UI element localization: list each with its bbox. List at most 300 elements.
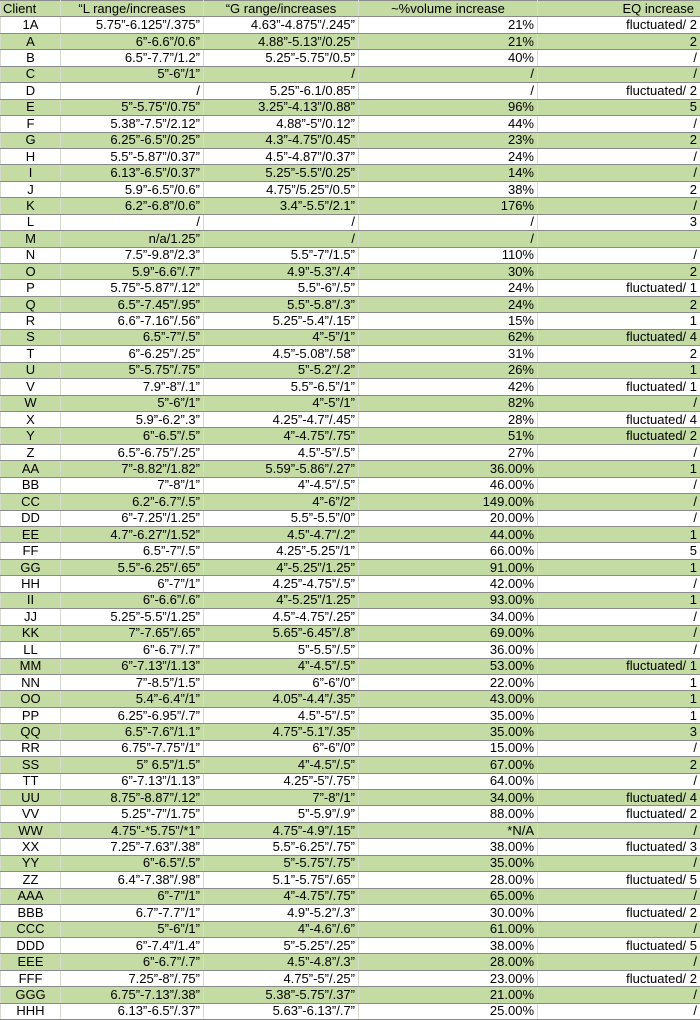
l-range-cell: 7”-8.82”/1.82” bbox=[61, 461, 204, 477]
l-range-cell: 4.7”-6.27”/1.52” bbox=[61, 527, 204, 543]
volume-increase-cell: 38.00% bbox=[359, 839, 538, 855]
g-range-cell: 5.63”-6.13”/.7” bbox=[204, 1003, 359, 1019]
g-range-cell: 5”-5.75”/.75” bbox=[204, 855, 359, 871]
g-range-cell: 4.25”-5.25”/1” bbox=[204, 543, 359, 559]
volume-increase-cell: 15.00% bbox=[359, 740, 538, 756]
l-range-cell: 5.38”-7.5”/2.12” bbox=[61, 116, 204, 132]
table-row bbox=[1, 822, 700, 838]
l-range-cell: 6.5”-7.6”/1.1” bbox=[61, 724, 204, 740]
client-cell: L bbox=[1, 214, 61, 230]
eq-increase-cell: fluctuated/ 5 bbox=[538, 872, 700, 888]
eq-increase-cell: / bbox=[538, 148, 700, 164]
g-range-cell: 4.5”-5”/.5” bbox=[204, 707, 359, 723]
l-range-cell: n/a/1.25” bbox=[61, 231, 204, 247]
client-cell: OO bbox=[1, 691, 61, 707]
g-range-cell: 4”-4.75”/.75” bbox=[204, 428, 359, 444]
l-range-cell: 5.25”-5.5”/1.25” bbox=[61, 609, 204, 625]
l-range-cell: 5.9”-6.5”/0.6” bbox=[61, 181, 204, 197]
g-range-cell: 5.5”-5.5”/0” bbox=[204, 510, 359, 526]
header-row bbox=[1, 1, 700, 17]
l-range-cell: 4.75”-*5.75”/*1” bbox=[61, 822, 204, 838]
volume-increase-cell: 44% bbox=[359, 116, 538, 132]
eq-increase-cell: fluctuated/ 2 bbox=[538, 17, 700, 33]
l-range-cell: 6”-6.5”/.5” bbox=[61, 855, 204, 871]
volume-increase-cell: 35.00% bbox=[359, 855, 538, 871]
l-range-cell: 5.25”-7”/1.75” bbox=[61, 806, 204, 822]
volume-increase-cell: 36.00% bbox=[359, 461, 538, 477]
l-range-cell: 5”-6”/1” bbox=[61, 395, 204, 411]
client-cell: YY bbox=[1, 855, 61, 871]
eq-increase-cell: 5 bbox=[538, 543, 700, 559]
l-range-cell: 6”-6.6”/0.6” bbox=[61, 33, 204, 49]
volume-increase-cell: 40% bbox=[359, 50, 538, 66]
client-cell: GGG bbox=[1, 987, 61, 1003]
g-range-cell: 4.3”-4.75”/0.45” bbox=[204, 132, 359, 148]
table-row bbox=[1, 329, 700, 345]
table-row bbox=[1, 181, 700, 197]
client-cell: S bbox=[1, 329, 61, 345]
client-cell: A bbox=[1, 33, 61, 49]
client-cell: U bbox=[1, 362, 61, 378]
g-range-cell: 5.5”-7”/1.5” bbox=[204, 247, 359, 263]
eq-increase-cell: 1 bbox=[538, 362, 700, 378]
client-cell: BB bbox=[1, 477, 61, 493]
client-cell: ZZ bbox=[1, 872, 61, 888]
g-range-cell: 4”-4.5”/.5” bbox=[204, 757, 359, 773]
client-cell: AAA bbox=[1, 888, 61, 904]
eq-increase-cell: 1 bbox=[538, 707, 700, 723]
volume-increase-cell: 88.00% bbox=[359, 806, 538, 822]
table-row bbox=[1, 724, 700, 740]
eq-increase-cell: / bbox=[538, 1003, 700, 1019]
client-cell: B bbox=[1, 50, 61, 66]
eq-increase-cell: fluctuated/ 4 bbox=[538, 790, 700, 806]
volume-increase-cell: 62% bbox=[359, 329, 538, 345]
g-range-cell: / bbox=[204, 214, 359, 230]
volume-increase-cell: 93.00% bbox=[359, 592, 538, 608]
client-cell: SS bbox=[1, 757, 61, 773]
volume-increase-cell: 22.00% bbox=[359, 674, 538, 690]
eq-increase-cell: / bbox=[538, 395, 700, 411]
l-range-cell: 6.75”-7.75”/1” bbox=[61, 740, 204, 756]
eq-increase-cell: 2 bbox=[538, 264, 700, 280]
volume-increase-cell: 28% bbox=[359, 411, 538, 427]
volume-increase-cell: 14% bbox=[359, 165, 538, 181]
g-range-cell: 4.88”-5”/0.12” bbox=[204, 116, 359, 132]
volume-increase-cell: 67.00% bbox=[359, 757, 538, 773]
table-row bbox=[1, 198, 700, 214]
g-range-cell: 5.5”-6”/.5” bbox=[204, 280, 359, 296]
client-cell: E bbox=[1, 99, 61, 115]
g-range-cell: 4.75”-5”/.25” bbox=[204, 970, 359, 986]
volume-increase-cell: / bbox=[359, 231, 538, 247]
volume-increase-cell: 64.00% bbox=[359, 773, 538, 789]
l-range-cell: 6.13”-6.5”/.37” bbox=[61, 1003, 204, 1019]
eq-increase-cell: / bbox=[538, 642, 700, 658]
volume-increase-cell: 20.00% bbox=[359, 510, 538, 526]
l-range-cell: 6.25”-6.95”/.7” bbox=[61, 707, 204, 723]
volume-increase-cell: 110% bbox=[359, 247, 538, 263]
volume-increase-cell: 15% bbox=[359, 313, 538, 329]
table-row bbox=[1, 658, 700, 674]
l-range-cell: 6”-7.13”/1.13” bbox=[61, 658, 204, 674]
table-row bbox=[1, 461, 700, 477]
g-range-cell: 4”-5”/1” bbox=[204, 395, 359, 411]
l-range-cell: 7.9”-8”/.1” bbox=[61, 379, 204, 395]
table-row bbox=[1, 609, 700, 625]
volume-increase-cell: 82% bbox=[359, 395, 538, 411]
table-row bbox=[1, 264, 700, 280]
volume-increase-cell: 176% bbox=[359, 198, 538, 214]
table-row bbox=[1, 559, 700, 575]
volume-increase-cell: 35.00% bbox=[359, 724, 538, 740]
g-range-cell: 5.25”-5.4”/.15” bbox=[204, 313, 359, 329]
g-range-cell: 5.25”-6.1/0.85” bbox=[204, 83, 359, 99]
table-row bbox=[1, 379, 700, 395]
l-range-cell: 7.25”-8”/.75” bbox=[61, 970, 204, 986]
volume-increase-cell: 51% bbox=[359, 428, 538, 444]
table-row bbox=[1, 411, 700, 427]
l-range-cell: 6”-7”/1” bbox=[61, 888, 204, 904]
client-cell: CC bbox=[1, 494, 61, 510]
l-range-cell: 7.5”-9.8”/2.3” bbox=[61, 247, 204, 263]
eq-increase-cell: 3 bbox=[538, 724, 700, 740]
eq-increase-cell: fluctuated/ 3 bbox=[538, 839, 700, 855]
g-range-cell: 6”-6”/0” bbox=[204, 740, 359, 756]
volume-increase-cell: 38% bbox=[359, 181, 538, 197]
g-range-cell: 4.75”/5.25”/0.5” bbox=[204, 181, 359, 197]
table-row bbox=[1, 543, 700, 559]
l-range-cell: 5.5”-6.25”/.65” bbox=[61, 559, 204, 575]
client-cell: BBB bbox=[1, 905, 61, 921]
eq-increase-cell: fluctuated/ 4 bbox=[538, 411, 700, 427]
client-cell: FF bbox=[1, 543, 61, 559]
volume-increase-cell: 34.00% bbox=[359, 609, 538, 625]
volume-increase-cell: 25.00% bbox=[359, 1003, 538, 1019]
eq-increase-cell: 1 bbox=[538, 527, 700, 543]
g-range-cell: 4”-4.5”/.5” bbox=[204, 477, 359, 493]
g-range-cell: 5.38”-5.75”/.37” bbox=[204, 987, 359, 1003]
l-range-cell: 6.5”-6.75”/.25” bbox=[61, 444, 204, 460]
g-range-cell: 3.25”-4.13”/0.88” bbox=[204, 99, 359, 115]
client-cell: HHH bbox=[1, 1003, 61, 1019]
eq-increase-cell: / bbox=[538, 247, 700, 263]
g-range-cell: 5”-5.25”/.25” bbox=[204, 937, 359, 953]
l-range-cell: 5.75”-6.125”/.375” bbox=[61, 17, 204, 33]
eq-increase-cell: 2 bbox=[538, 132, 700, 148]
eq-increase-cell: 2 bbox=[538, 33, 700, 49]
l-range-cell: 5.9”-6.2”.3” bbox=[61, 411, 204, 427]
eq-increase-cell: / bbox=[538, 444, 700, 460]
table-row bbox=[1, 99, 700, 115]
g-range-cell: 4”-6”/2” bbox=[204, 494, 359, 510]
eq-increase-cell: fluctuated/ 2 bbox=[538, 905, 700, 921]
table-row bbox=[1, 872, 700, 888]
eq-increase-cell: 1 bbox=[538, 461, 700, 477]
g-range-cell: 4”-4.5”/.5” bbox=[204, 658, 359, 674]
table-row bbox=[1, 757, 700, 773]
client-cell: KK bbox=[1, 625, 61, 641]
table-row bbox=[1, 625, 700, 641]
client-cell: F bbox=[1, 116, 61, 132]
g-range-cell: 4.5”-5.08”/.58” bbox=[204, 346, 359, 362]
l-range-cell: 6.75”-7.13”/.38” bbox=[61, 987, 204, 1003]
eq-increase-cell: fluctuated/ 2 bbox=[538, 83, 700, 99]
table-row bbox=[1, 444, 700, 460]
client-cell: G bbox=[1, 132, 61, 148]
volume-increase-cell: 31% bbox=[359, 346, 538, 362]
l-range-cell: 5” 6.5”/1.5” bbox=[61, 757, 204, 773]
eq-increase-cell: fluctuated/ 5 bbox=[538, 937, 700, 953]
client-cell: R bbox=[1, 313, 61, 329]
table-row bbox=[1, 740, 700, 756]
l-range-cell: 6”-7”/1” bbox=[61, 576, 204, 592]
eq-increase-cell: / bbox=[538, 116, 700, 132]
table-row bbox=[1, 494, 700, 510]
l-range-cell: 5.75”-5.87”/.12” bbox=[61, 280, 204, 296]
volume-increase-cell: / bbox=[359, 214, 538, 230]
g-range-cell: 5”-5.2”/.2” bbox=[204, 362, 359, 378]
table-row bbox=[1, 50, 700, 66]
g-range-cell: 4.5”-4.8”/.3” bbox=[204, 954, 359, 970]
table-row bbox=[1, 790, 700, 806]
volume-increase-cell: 34.00% bbox=[359, 790, 538, 806]
eq-increase-cell: / bbox=[538, 987, 700, 1003]
l-range-cell: 6.2”-6.7”/.5” bbox=[61, 494, 204, 510]
eq-increase-cell: / bbox=[538, 625, 700, 641]
l-range-cell: 5”-6”/1” bbox=[61, 66, 204, 82]
volume-increase-cell: / bbox=[359, 66, 538, 82]
volume-increase-cell: 42.00% bbox=[359, 576, 538, 592]
eq-increase-cell: / bbox=[538, 576, 700, 592]
l-range-cell: 5”-5.75”/0.75” bbox=[61, 99, 204, 115]
header-l-range: “L range/increases bbox=[61, 1, 204, 17]
eq-increase-cell: 1 bbox=[538, 691, 700, 707]
eq-increase-cell: 2 bbox=[538, 346, 700, 362]
eq-increase-cell: 1 bbox=[538, 674, 700, 690]
eq-increase-cell: 3 bbox=[538, 214, 700, 230]
table-row bbox=[1, 313, 700, 329]
volume-increase-cell: 61.00% bbox=[359, 921, 538, 937]
table-row bbox=[1, 806, 700, 822]
g-range-cell: 4.25”-4.7”/.45” bbox=[204, 411, 359, 427]
client-cell: PP bbox=[1, 707, 61, 723]
table-row bbox=[1, 987, 700, 1003]
l-range-cell: 6.25”-6.5”/0.25” bbox=[61, 132, 204, 148]
eq-increase-cell: 1 bbox=[538, 592, 700, 608]
header-volume-increase: ~%volume increase bbox=[359, 1, 538, 17]
l-range-cell: 6”-6.7”/.7” bbox=[61, 954, 204, 970]
l-range-cell: 7.25”-7.63”/.38” bbox=[61, 839, 204, 855]
eq-increase-cell: / bbox=[538, 740, 700, 756]
client-cell: Q bbox=[1, 296, 61, 312]
volume-increase-cell: 24% bbox=[359, 148, 538, 164]
g-range-cell: 6”-6”/0” bbox=[204, 674, 359, 690]
client-cell: M bbox=[1, 231, 61, 247]
g-range-cell: 5.65”-6.45”/.8” bbox=[204, 625, 359, 641]
g-range-cell: 4”-5.25”/1.25” bbox=[204, 559, 359, 575]
g-range-cell: 4”-5”/1” bbox=[204, 329, 359, 345]
table-row bbox=[1, 642, 700, 658]
table-row bbox=[1, 362, 700, 378]
l-range-cell: 5”-6”/1” bbox=[61, 921, 204, 937]
g-range-cell: 4”-4.6”/.6” bbox=[204, 921, 359, 937]
g-range-cell: 4.25”-5”/.75” bbox=[204, 773, 359, 789]
volume-increase-cell: 21% bbox=[359, 33, 538, 49]
eq-increase-cell: / bbox=[538, 954, 700, 970]
l-range-cell: 6.13”-6.5”/0.37” bbox=[61, 165, 204, 181]
g-range-cell: 5.5”-5.8”/.3” bbox=[204, 296, 359, 312]
volume-increase-cell: 28.00% bbox=[359, 954, 538, 970]
volume-increase-cell: 42% bbox=[359, 379, 538, 395]
client-cell: W bbox=[1, 395, 61, 411]
eq-increase-cell bbox=[538, 231, 700, 247]
volume-increase-cell: 26% bbox=[359, 362, 538, 378]
client-cell: V bbox=[1, 379, 61, 395]
client-cell: JJ bbox=[1, 609, 61, 625]
g-range-cell: 5.5”-6.5”/1” bbox=[204, 379, 359, 395]
l-range-cell: 5.5”-5.87”/0.37” bbox=[61, 148, 204, 164]
g-range-cell: 3.4”-5.5”/2.1” bbox=[204, 198, 359, 214]
client-cell: P bbox=[1, 280, 61, 296]
table-row bbox=[1, 839, 700, 855]
volume-increase-cell: 28.00% bbox=[359, 872, 538, 888]
l-range-cell: 6”-6.5”/.5” bbox=[61, 428, 204, 444]
volume-increase-cell: 24% bbox=[359, 280, 538, 296]
eq-increase-cell: fluctuated/ 4 bbox=[538, 329, 700, 345]
l-range-cell: 6”-6.7”/.7” bbox=[61, 642, 204, 658]
volume-increase-cell: 23.00% bbox=[359, 970, 538, 986]
l-range-cell: 8.75”-8.87”/.12” bbox=[61, 790, 204, 806]
l-range-cell: 6.7”-7.7”/1” bbox=[61, 905, 204, 921]
client-cell: O bbox=[1, 264, 61, 280]
volume-increase-cell: 38.00% bbox=[359, 937, 538, 953]
table-row bbox=[1, 280, 700, 296]
volume-increase-cell: 35.00% bbox=[359, 707, 538, 723]
g-range-cell: 4.25”-4.75”/.5” bbox=[204, 576, 359, 592]
client-cell: DD bbox=[1, 510, 61, 526]
table-row bbox=[1, 165, 700, 181]
l-range-cell: 6.2”-6.8”/0.6” bbox=[61, 198, 204, 214]
l-range-cell: 7”-8”/1” bbox=[61, 477, 204, 493]
l-range-cell: 6”-7.4”/1.4” bbox=[61, 937, 204, 953]
client-cell: AA bbox=[1, 461, 61, 477]
volume-increase-cell: 43.00% bbox=[359, 691, 538, 707]
l-range-cell: 7”-7.65”/.65” bbox=[61, 625, 204, 641]
volume-increase-cell: 23% bbox=[359, 132, 538, 148]
g-range-cell: 5.59”-5.86”/.27” bbox=[204, 461, 359, 477]
g-range-cell: 4”-4.75”/.75” bbox=[204, 888, 359, 904]
g-range-cell: 4.9”-5.3”/.4” bbox=[204, 264, 359, 280]
table-row bbox=[1, 855, 700, 871]
eq-increase-cell: / bbox=[538, 477, 700, 493]
volume-increase-cell: 36.00% bbox=[359, 642, 538, 658]
eq-increase-cell: 2 bbox=[538, 757, 700, 773]
table-row bbox=[1, 576, 700, 592]
eq-increase-cell: / bbox=[538, 494, 700, 510]
volume-increase-cell: 27% bbox=[359, 444, 538, 460]
g-range-cell: 5.1”-5.75”/.65” bbox=[204, 872, 359, 888]
l-range-cell: 6”-7.13”/1.13” bbox=[61, 773, 204, 789]
g-range-cell: 4.5”-4.75”/.25” bbox=[204, 609, 359, 625]
client-cell: TT bbox=[1, 773, 61, 789]
client-cell: C bbox=[1, 66, 61, 82]
volume-increase-cell: 53.00% bbox=[359, 658, 538, 674]
eq-increase-cell: / bbox=[538, 50, 700, 66]
eq-increase-cell: / bbox=[538, 921, 700, 937]
table-row bbox=[1, 1003, 700, 1019]
client-cell: K bbox=[1, 198, 61, 214]
l-range-cell: 5”-5.75”/.75” bbox=[61, 362, 204, 378]
eq-increase-cell: fluctuated/ 1 bbox=[538, 280, 700, 296]
client-cell: LL bbox=[1, 642, 61, 658]
l-range-cell: / bbox=[61, 214, 204, 230]
table-row bbox=[1, 905, 700, 921]
eq-increase-cell: / bbox=[538, 165, 700, 181]
l-range-cell: 7”-8.5”/1.5” bbox=[61, 674, 204, 690]
g-range-cell: 4.5”-5”/.5” bbox=[204, 444, 359, 460]
volume-increase-cell: / bbox=[359, 83, 538, 99]
client-cell: GG bbox=[1, 559, 61, 575]
eq-increase-cell: / bbox=[538, 609, 700, 625]
volume-increase-cell: 24% bbox=[359, 296, 538, 312]
volume-increase-cell: 46.00% bbox=[359, 477, 538, 493]
header-g-range: “G range/increases bbox=[204, 1, 359, 17]
g-range-cell: 4.5”-4.87”/0.37” bbox=[204, 148, 359, 164]
g-range-cell: 4.05”-4.4”/.35” bbox=[204, 691, 359, 707]
eq-increase-cell: / bbox=[538, 888, 700, 904]
g-range-cell: 4.5”-4.7”/.2” bbox=[204, 527, 359, 543]
volume-increase-cell: 96% bbox=[359, 99, 538, 115]
g-range-cell: / bbox=[204, 66, 359, 82]
table-row bbox=[1, 954, 700, 970]
eq-increase-cell: / bbox=[538, 773, 700, 789]
client-cell: X bbox=[1, 411, 61, 427]
client-cell: UU bbox=[1, 790, 61, 806]
eq-increase-cell: / bbox=[538, 66, 700, 82]
table-row bbox=[1, 691, 700, 707]
client-cell: I bbox=[1, 165, 61, 181]
volume-increase-cell: 21.00% bbox=[359, 987, 538, 1003]
table-row bbox=[1, 395, 700, 411]
client-cell: WW bbox=[1, 822, 61, 838]
g-range-cell: 4.75”-5.1”/.35” bbox=[204, 724, 359, 740]
table-row bbox=[1, 33, 700, 49]
volume-increase-cell: *N/A bbox=[359, 822, 538, 838]
client-cell: RR bbox=[1, 740, 61, 756]
l-range-cell: 6.5”-7.45”/.95” bbox=[61, 296, 204, 312]
table-row bbox=[1, 296, 700, 312]
eq-increase-cell: fluctuated/ 2 bbox=[538, 428, 700, 444]
eq-increase-cell: 2 bbox=[538, 181, 700, 197]
client-cell: Y bbox=[1, 428, 61, 444]
volume-increase-cell: 91.00% bbox=[359, 559, 538, 575]
volume-increase-cell: 65.00% bbox=[359, 888, 538, 904]
volume-increase-cell: 69.00% bbox=[359, 625, 538, 641]
table-row bbox=[1, 477, 700, 493]
table-row bbox=[1, 247, 700, 263]
table-row bbox=[1, 148, 700, 164]
table-body bbox=[1, 17, 700, 1020]
client-cell: NN bbox=[1, 674, 61, 690]
g-range-cell: 5.25”-5.75”/0.5” bbox=[204, 50, 359, 66]
client-cell: Z bbox=[1, 444, 61, 460]
l-range-cell: 5.4”-6.4”/1” bbox=[61, 691, 204, 707]
client-cell: DDD bbox=[1, 937, 61, 953]
l-range-cell: 6.6”-7.16”/.56” bbox=[61, 313, 204, 329]
client-cell: J bbox=[1, 181, 61, 197]
table-row bbox=[1, 970, 700, 986]
